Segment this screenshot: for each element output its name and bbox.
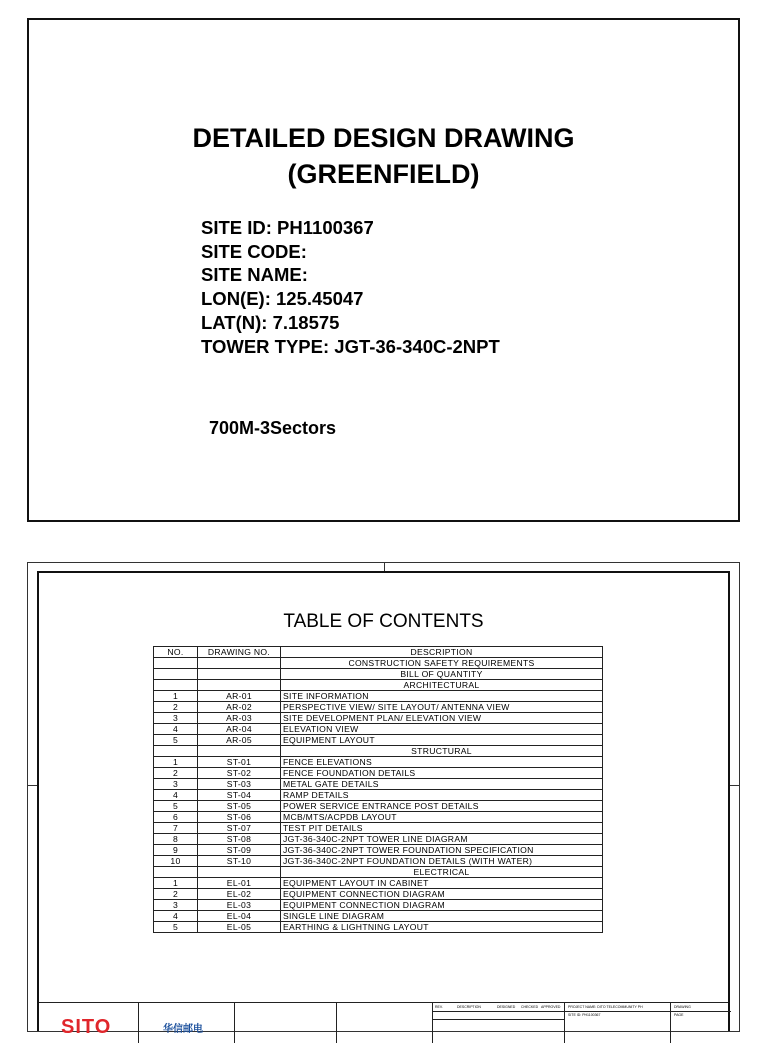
- toc-cell-description: JGT-36-340C-2NPT FOUNDATION DETAILS (WITH WATER): [281, 856, 603, 867]
- toc-row: [154, 735, 603, 746]
- toc-cell-drawing-no: ST-03: [198, 779, 281, 790]
- toc-cell-no: 7: [154, 823, 198, 834]
- toc-section-heading: ARCHITECTURAL: [281, 680, 603, 691]
- title-block: [39, 1002, 728, 1043]
- toc-cell-drawing-no: AR-03: [198, 713, 281, 724]
- toc-row: [154, 889, 603, 900]
- toc-cell-no: 8: [154, 834, 198, 845]
- toc-cell-drawing-no: AR-05: [198, 735, 281, 746]
- toc-row: [154, 790, 603, 801]
- toc-row: [154, 878, 603, 889]
- designed-header: DESIGNED: [497, 1005, 516, 1009]
- toc-cell-no: 2: [154, 702, 198, 713]
- toc-cell-no: 2: [154, 889, 198, 900]
- toc-body: [154, 658, 603, 933]
- toc-cell-description: SITE DEVELOPMENT PLAN/ ELEVATION VIEW: [281, 713, 603, 724]
- tb-site-id: SITE ID: PH1100367: [568, 1013, 601, 1017]
- toc-section-row: [154, 867, 603, 878]
- tb-project-cell: [565, 1003, 671, 1043]
- header-description: DESCRIPTION: [281, 647, 603, 658]
- header-no: NO.: [154, 647, 198, 658]
- tb-blank-cell: [235, 1003, 337, 1043]
- toc-sheet: [27, 562, 740, 1038]
- toc-section-row: [154, 658, 603, 669]
- project-name: PROJECT NAME: DITO TELECOMMUNITY PH: [568, 1005, 643, 1009]
- toc-cell-drawing-no: ST-07: [198, 823, 281, 834]
- rev-header: REV.: [435, 1005, 443, 1009]
- toc-cell-drawing-no: AR-04: [198, 724, 281, 735]
- toc-cell-description: EARTHING & LIGHTNING LAYOUT: [281, 922, 603, 933]
- toc-cell-description: FENCE FOUNDATION DETAILS: [281, 768, 603, 779]
- sheet-frame: [37, 571, 730, 1038]
- toc-header-row: [154, 647, 603, 658]
- toc-cell-no: 10: [154, 856, 198, 867]
- toc-cell-drawing-no: ST-09: [198, 845, 281, 856]
- toc-row: [154, 911, 603, 922]
- toc-section-heading: CONSTRUCTION SAFETY REQUIREMENTS: [281, 658, 603, 669]
- drawing-label: DRAWING: [674, 1005, 691, 1009]
- toc-cell-drawing-no: EL-05: [198, 922, 281, 933]
- toc-title: TABLE OF CONTENTS: [283, 611, 484, 632]
- toc-cell-no: 3: [154, 900, 198, 911]
- toc-row: [154, 713, 603, 724]
- toc-cell-drawing-no: ST-06: [198, 812, 281, 823]
- checked-header: CHECKED: [521, 1005, 539, 1009]
- toc-cell-drawing-no: ST-08: [198, 834, 281, 845]
- tb-blank-cell-2: [337, 1003, 433, 1043]
- toc-cell-drawing-no: [198, 680, 281, 691]
- toc-section-heading: ELECTRICAL: [281, 867, 603, 878]
- toc-cell-description: JGT-36-340C-2NPT TOWER FOUNDATION SPECIFICATION: [281, 845, 603, 856]
- toc-row: [154, 724, 603, 735]
- toc-cell-no: [154, 867, 198, 878]
- toc-row: [154, 812, 603, 823]
- toc-row: [154, 702, 603, 713]
- site-name: SITE NAME:: [201, 264, 308, 286]
- toc-cell-description: TEST PIT DETAILS: [281, 823, 603, 834]
- toc-row: [154, 691, 603, 702]
- toc-cell-drawing-no: ST-01: [198, 757, 281, 768]
- toc-section-heading: BILL OF QUANTITY: [281, 669, 603, 680]
- toc-cell-drawing-no: ST-04: [198, 790, 281, 801]
- toc-cell-description: FENCE ELEVATIONS: [281, 757, 603, 768]
- toc-cell-no: 1: [154, 691, 198, 702]
- toc-cell-no: 3: [154, 779, 198, 790]
- tb-drawing-cell: [671, 1003, 731, 1043]
- header-drawing-no: DRAWING NO.: [198, 647, 281, 658]
- toc-cell-drawing-no: [198, 746, 281, 757]
- site-info-block: [201, 216, 500, 358]
- toc-row: [154, 757, 603, 768]
- toc-cell-no: 4: [154, 724, 198, 735]
- toc-cell-drawing-no: AR-02: [198, 702, 281, 713]
- toc-table: [153, 646, 603, 933]
- toc-row: [154, 900, 603, 911]
- latitude: LAT(N): 7.18575: [201, 311, 340, 333]
- toc-cell-no: 6: [154, 812, 198, 823]
- cover-title-line1: DETAILED DESIGN DRAWING: [192, 123, 575, 153]
- tb-logo-cell: [39, 1003, 139, 1043]
- approved-header: APPROVED: [541, 1005, 561, 1009]
- toc-row: [154, 801, 603, 812]
- toc-cell-drawing-no: EL-02: [198, 889, 281, 900]
- border-tick-right: [730, 785, 739, 786]
- toc-cell-drawing-no: ST-02: [198, 768, 281, 779]
- toc-section-row: [154, 680, 603, 691]
- partner-logo: 华信邮电: [163, 1024, 203, 1035]
- toc-cell-no: 5: [154, 801, 198, 812]
- tower-type: TOWER TYPE: JGT-36-340C-2NPT: [201, 335, 500, 357]
- toc-row: [154, 779, 603, 790]
- toc-row: [154, 823, 603, 834]
- longitude: LON(E): 125.45047: [201, 288, 364, 310]
- toc-section-row: [154, 669, 603, 680]
- toc-cell-description: RAMP DETAILS: [281, 790, 603, 801]
- toc-cell-drawing-no: ST-10: [198, 856, 281, 867]
- toc-cell-description: EQUIPMENT LAYOUT: [281, 735, 603, 746]
- toc-cell-no: [154, 746, 198, 757]
- toc-cell-no: [154, 669, 198, 680]
- toc-cell-description: PERSPECTIVE VIEW/ SITE LAYOUT/ ANTENNA VIEW: [281, 702, 603, 713]
- toc-cell-description: EQUIPMENT CONNECTION DIAGRAM: [281, 900, 603, 911]
- cover-sheet: [27, 18, 740, 522]
- toc-cell-no: 2: [154, 768, 198, 779]
- site-id: SITE ID: PH1100367: [201, 217, 374, 238]
- toc-cell-no: 1: [154, 878, 198, 889]
- description-header: DESCRIPTION: [457, 1005, 481, 1009]
- tb-logo2-cell: [139, 1003, 235, 1043]
- toc-cell-description: SITE INFORMATION: [281, 691, 603, 702]
- toc-cell-description: EQUIPMENT LAYOUT IN CABINET: [281, 878, 603, 889]
- toc-cell-drawing-no: [198, 669, 281, 680]
- site-code: SITE CODE:: [201, 240, 307, 262]
- border-tick-left: [28, 785, 37, 786]
- toc-cell-no: 9: [154, 845, 198, 856]
- toc-cell-description: JGT-36-340C-2NPT TOWER LINE DIAGRAM: [281, 834, 603, 845]
- toc-cell-drawing-no: EL-01: [198, 878, 281, 889]
- toc-cell-description: ELEVATION VIEW: [281, 724, 603, 735]
- toc-row: [154, 834, 603, 845]
- toc-cell-no: 5: [154, 922, 198, 933]
- toc-cell-drawing-no: EL-03: [198, 900, 281, 911]
- cover-title: [29, 120, 738, 192]
- page-label: PAGE: [674, 1013, 684, 1017]
- tb-revision-cell: [433, 1003, 565, 1043]
- toc-cell-no: 3: [154, 713, 198, 724]
- toc-cell-drawing-no: [198, 658, 281, 669]
- cover-title-line2: (GREENFIELD): [287, 159, 480, 189]
- toc-row: [154, 856, 603, 867]
- toc-section-row: [154, 746, 603, 757]
- toc-cell-description: POWER SERVICE ENTRANCE POST DETAILS: [281, 801, 603, 812]
- toc-cell-no: [154, 658, 198, 669]
- toc-cell-description: SINGLE LINE DIAGRAM: [281, 911, 603, 922]
- toc-row: [154, 845, 603, 856]
- toc-cell-no: 1: [154, 757, 198, 768]
- toc-cell-no: 4: [154, 911, 198, 922]
- toc-cell-no: 4: [154, 790, 198, 801]
- toc-cell-drawing-no: [198, 867, 281, 878]
- toc-cell-drawing-no: EL-04: [198, 911, 281, 922]
- company-logo: SITO: [61, 1016, 112, 1038]
- toc-cell-drawing-no: ST-05: [198, 801, 281, 812]
- toc-section-heading: STRUCTURAL: [281, 746, 603, 757]
- toc-cell-drawing-no: AR-01: [198, 691, 281, 702]
- toc-row: [154, 768, 603, 779]
- toc-cell-no: 5: [154, 735, 198, 746]
- toc-row: [154, 922, 603, 933]
- toc-cell-description: EQUIPMENT CONNECTION DIAGRAM: [281, 889, 603, 900]
- sectors-label: 700M-3Sectors: [209, 418, 337, 438]
- toc-cell-description: MCB/MTS/ACPDB LAYOUT: [281, 812, 603, 823]
- toc-cell-description: METAL GATE DETAILS: [281, 779, 603, 790]
- toc-cell-no: [154, 680, 198, 691]
